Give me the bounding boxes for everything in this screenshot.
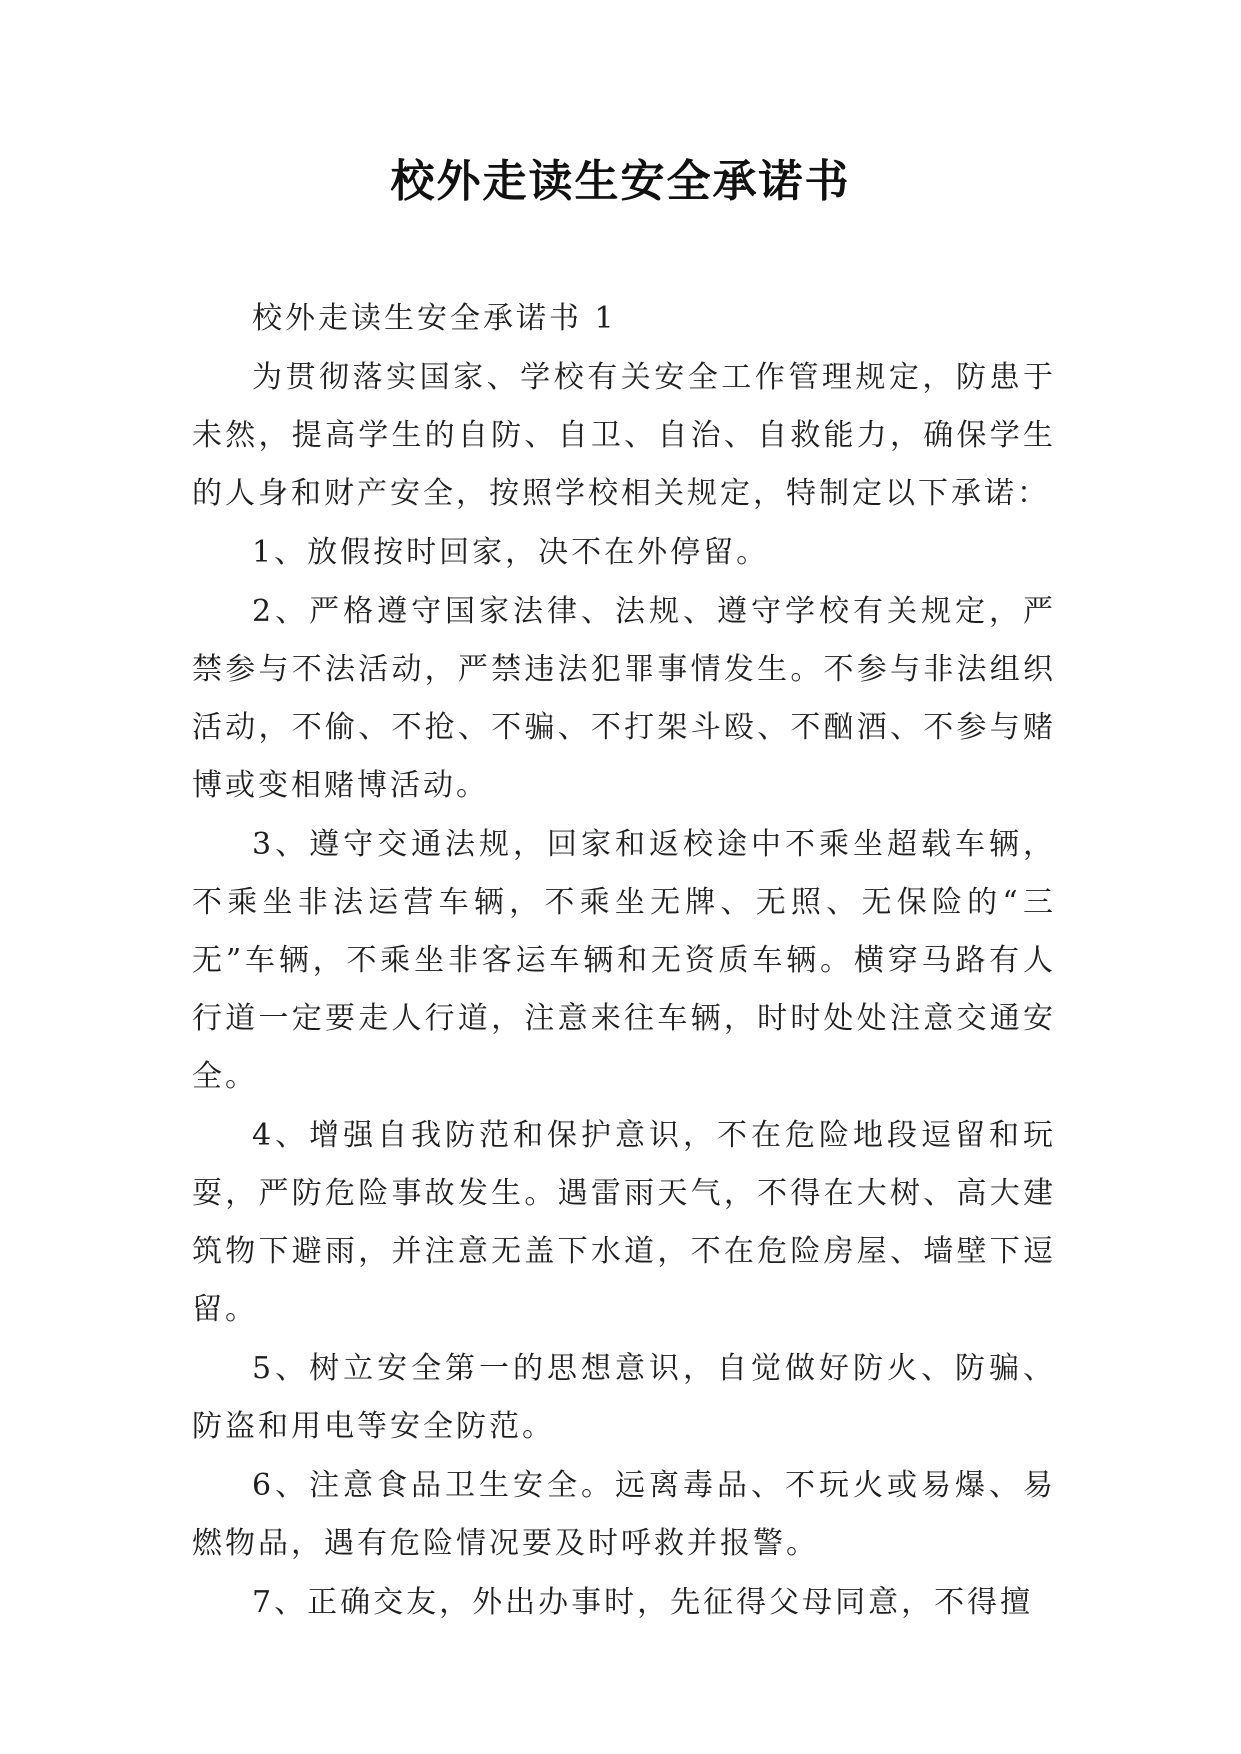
intro-paragraph: 为贯彻落实国家、学校有关安全工作管理规定，防患于未然，提高学生的自防、自卫、自治、自救能力，确保学生的人身和财产安全，按照学校相关规定，特制定以下承诺： bbox=[192, 360, 1056, 511]
document-title: 校外走读生安全承诺书 bbox=[390, 156, 851, 207]
clause-5-paragraph: 5、树立安全第一的思想意识，自觉做好防火、防骗、防盗和用电等安全防范。 bbox=[192, 1351, 1056, 1444]
clause-1-paragraph: 1、放假按时回家，决不在外停留。 bbox=[252, 535, 770, 570]
clause-3-paragraph: 3、遵守交通法规，回家和返校途中不乘坐超载车辆，不乘坐非法运营车辆，不乘坐无牌、无照、无保险的“三无”车辆，不乘坐非客运车辆和无资质车辆。横穿马路有人行道一定要走人行道，注意来往车辆，时时处处注意交通安全。 bbox=[192, 827, 1056, 1094]
document-body bbox=[192, 290, 1056, 1632]
clause-2-paragraph: 2、严格遵守国家法律、法规、遵守学校有关规定，严禁参与不法活动，严禁违法犯罪事情发生。不参与非法组织活动，不偷、不抢、不骗、不打架斗殴、不酗酒、不参与赌博或变相赌博活动。 bbox=[192, 594, 1056, 803]
section-subheading: 校外走读生安全承诺书 1 bbox=[252, 301, 617, 336]
clause-7-paragraph: 7、正确交友，外出办事时，先征得父母同意，不得擅 bbox=[252, 1585, 1034, 1620]
clause-6-paragraph: 6、注意食品卫生安全。远离毒品、不玩火或易爆、易燃物品，遇有危险情况要及时呼救并报警。 bbox=[192, 1468, 1056, 1561]
clause-4-paragraph: 4、增强自我防范和保护意识，不在危险地段逗留和玩耍，严防危险事故发生。遇雷雨天气，不得在大树、高大建筑物下避雨，并注意无盖下水道，不在危险房屋、墙壁下逗留。 bbox=[192, 1118, 1056, 1327]
